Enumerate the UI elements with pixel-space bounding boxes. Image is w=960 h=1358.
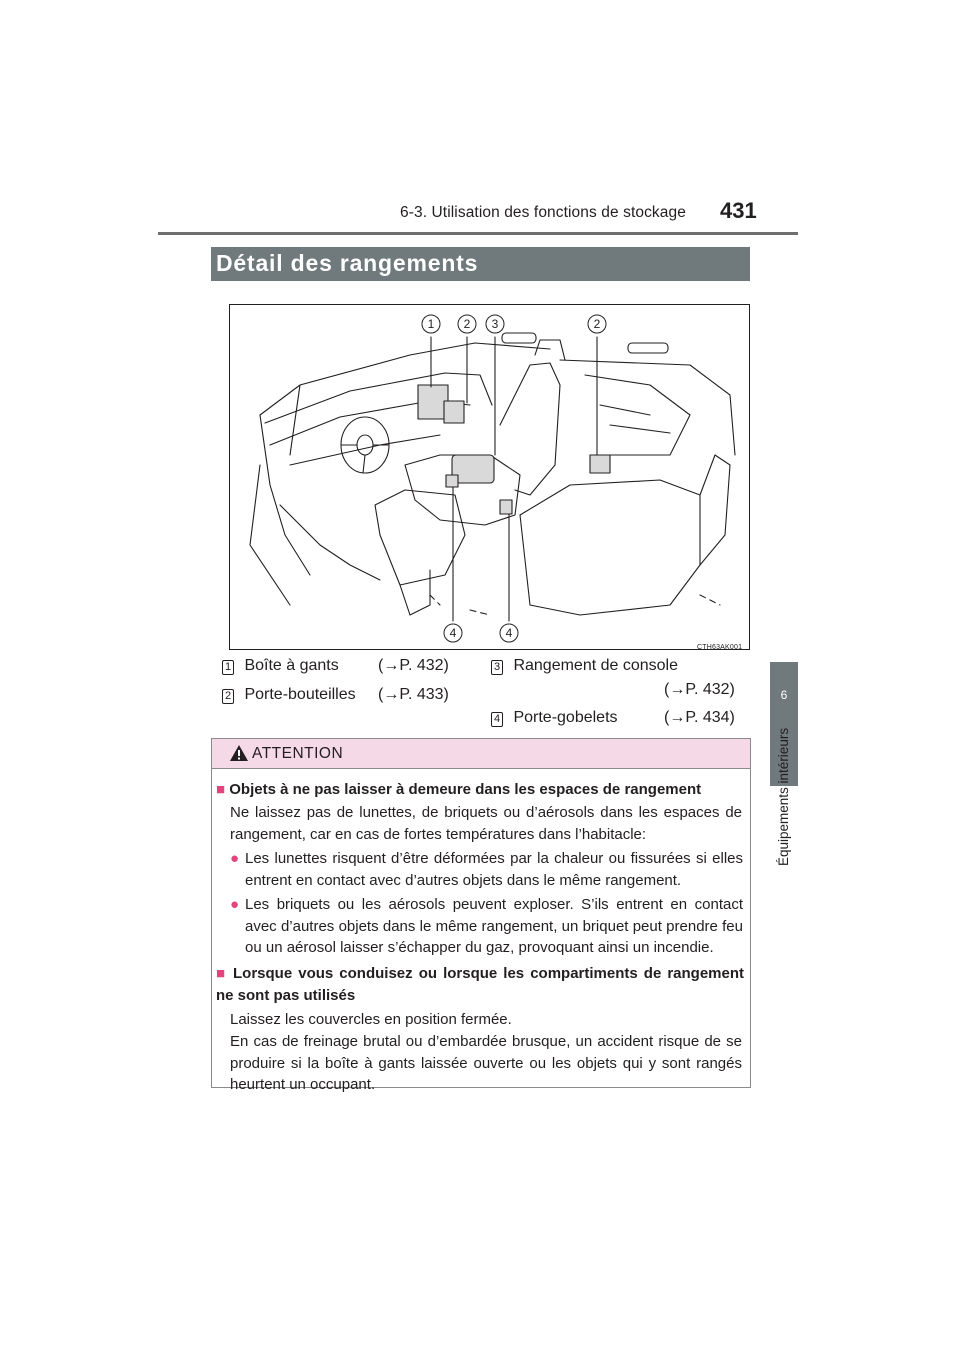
- callout-2a: [458, 315, 476, 333]
- callout-2b: [588, 315, 606, 333]
- square-bullet-icon: ■: [216, 781, 226, 798]
- warning-heading-1: [216, 779, 744, 801]
- legend-item-4: [491, 709, 618, 727]
- section-header: 6-3. Utilisation des fonctions de stockage: [400, 204, 686, 221]
- legend-number: 2: [222, 689, 234, 704]
- circle-bullet-icon: ●: [230, 850, 240, 867]
- legend-number: 4: [491, 712, 503, 727]
- interior-illustration: [229, 304, 750, 650]
- legend-ref-2[interactable]: (→P. 433): [378, 686, 449, 703]
- warning-intro-1: Ne laissez pas de lunettes, de briquets ou d’aérosols dans les espaces de rangement, car en cas de fortes températures dans l’habitacle:: [230, 804, 742, 843]
- car-interior-drawing: [230, 305, 749, 649]
- warning-heading-2: [216, 963, 744, 1006]
- callout-4b-label: 4: [505, 626, 513, 640]
- legend-label: Rangement de console: [513, 657, 679, 674]
- legend-number: 3: [491, 660, 503, 675]
- callout-2a-label: 2: [463, 317, 471, 331]
- legend-label: Boîte à gants: [244, 657, 339, 674]
- legend-item-2: [222, 686, 356, 704]
- warning-heading-1-text: Objets à ne pas laisser à demeure dans les espaces de rangement: [229, 781, 702, 798]
- warning-bullet-2: Les briquets ou les aérosols peuvent exploser. S’ils entrent en contact avec d’autres objets dans le même rangement, un briquet peut prendre feu ou un aérosol laisser s’échapper du gaz, provoquant ainsi un incendie.: [245, 896, 743, 956]
- legend-ref-1[interactable]: (→P. 432): [378, 657, 449, 674]
- legend-item-1: [222, 657, 339, 675]
- header-divider: [158, 232, 798, 235]
- warning-triangle-icon: [229, 744, 249, 762]
- legend-ref-3[interactable]: (→P. 432): [664, 681, 735, 698]
- square-bullet-icon: ■: [216, 965, 227, 982]
- callout-3: [486, 315, 504, 333]
- warning-heading-2-text: Lorsque vous conduisez ou lorsque les compartiments de rangement ne sont pas utilisés: [216, 965, 745, 1004]
- warning-line-2: En cas de freinage brutal ou d’embardée brusque, un accident risque de se produire si la boîte à gants laissée ouverte ou les objets qui y sont rangés heurtent un occupant.: [230, 1033, 742, 1093]
- page-title: Détail des rangements: [216, 250, 479, 276]
- warning-line-1: Laissez les couvercles en position fermée.: [230, 1011, 512, 1028]
- legend-number: 1: [222, 660, 234, 675]
- callout-4b: [500, 624, 518, 642]
- callout-4a-label: 4: [449, 626, 457, 640]
- legend-label: Porte-gobelets: [513, 709, 618, 726]
- circle-bullet-icon: ●: [230, 896, 240, 913]
- callout-2b-label: 2: [593, 317, 601, 331]
- warning-bullet-1: Les lunettes risquent d’être déformées par la chaleur ou fissurées si elles entrent en contact avec d’autres objets dans le même rangement.: [245, 850, 743, 889]
- legend-ref-4[interactable]: (→P. 434): [664, 709, 735, 726]
- callout-4a: [444, 624, 462, 642]
- warning-title: ATTENTION: [252, 745, 344, 762]
- legend-item-3: [491, 657, 678, 675]
- chapter-label: Équipements intérieurs: [776, 727, 791, 866]
- page-number: 431: [720, 198, 757, 223]
- callout-1: [422, 315, 440, 333]
- figure-code: CTH63AK001: [697, 644, 743, 651]
- callout-1-label: 1: [427, 317, 435, 331]
- callout-3-label: 3: [491, 317, 499, 331]
- legend-label: Porte-bouteilles: [244, 686, 356, 703]
- chapter-number: 6: [780, 688, 788, 702]
